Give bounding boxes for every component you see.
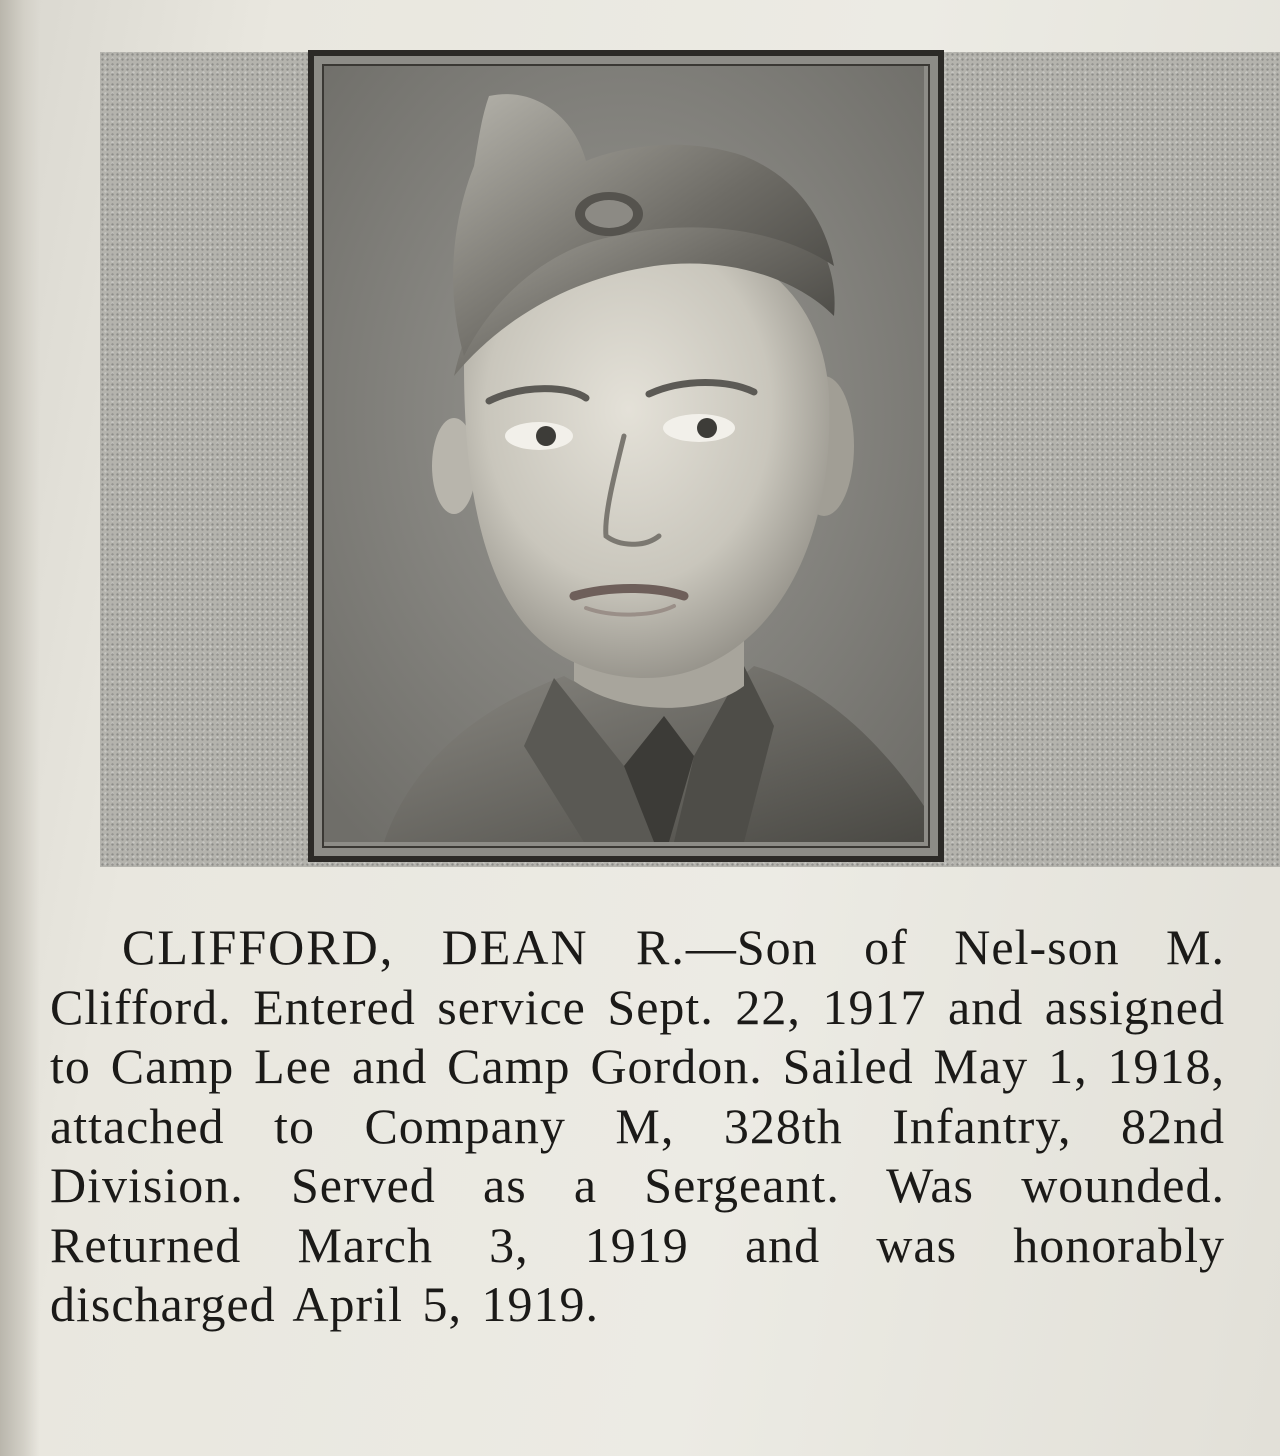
page-gutter-shadow: [0, 0, 40, 1456]
entry-name: CLIFFORD, DEAN R.: [122, 919, 686, 975]
entry-biography: —Son of Nel-son M. Clifford. Entered service Sept. 22, 1917 and assigned to Camp Lee and Camp Gordon. Sailed May 1, 1918, attached to Company M, 328th Infantry, 82nd Division. Served as a Sergeant. Was wounded. Returned March 3, 1919 and was honorably discharged April 5, 1919.: [50, 919, 1225, 1332]
soldier-portrait-icon: [324, 66, 924, 842]
portrait-photo: [322, 64, 930, 848]
obituary-caption: [50, 918, 1225, 1335]
portrait-frame: [308, 50, 944, 862]
